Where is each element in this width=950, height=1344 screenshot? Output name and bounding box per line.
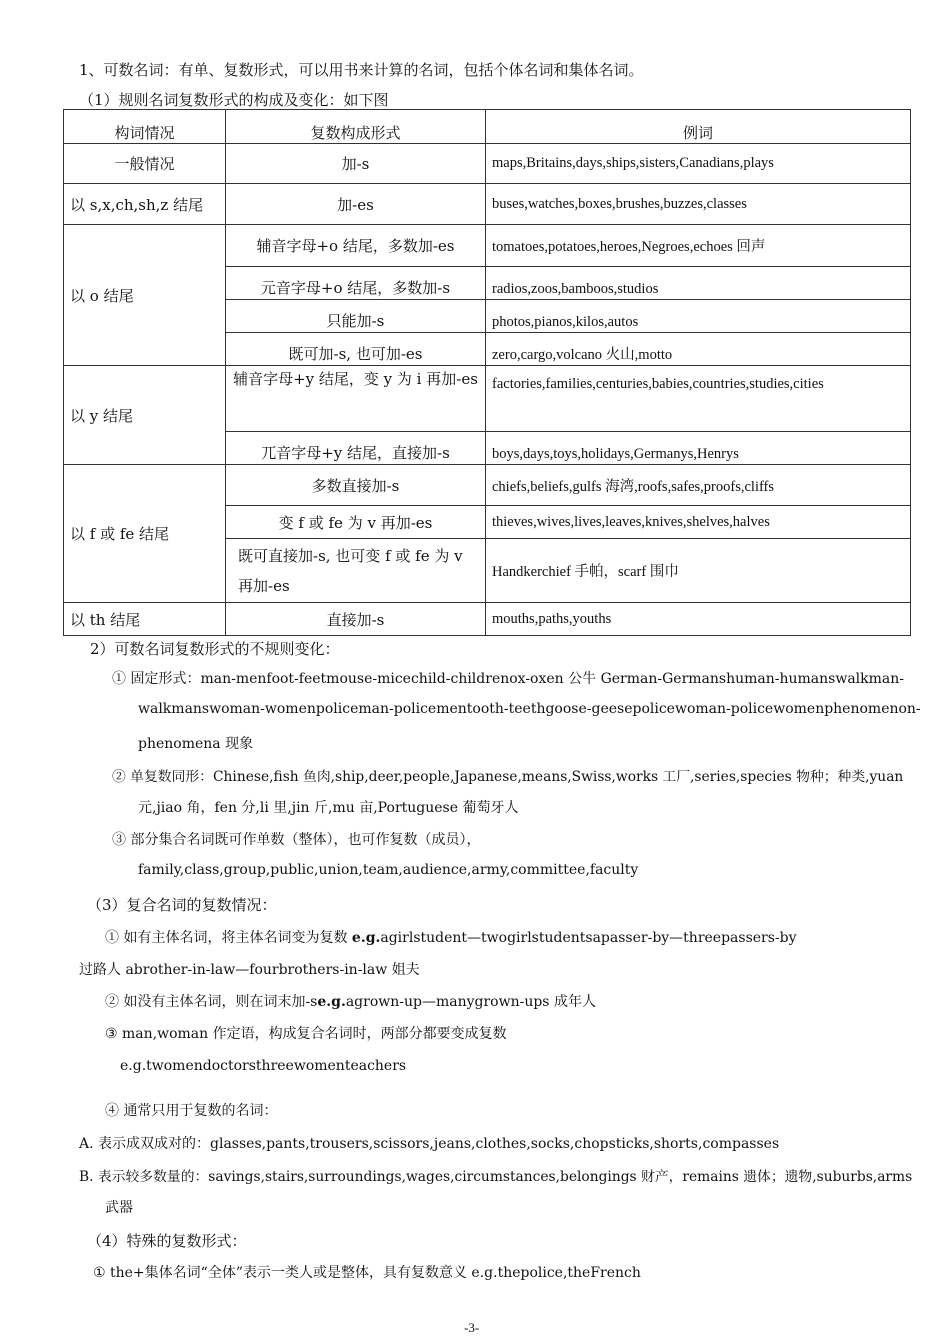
form-cell: 加-es <box>226 184 486 225</box>
paragraph-line: family,class,group,public,union,team,audience,army,committee,faculty <box>138 862 639 878</box>
paragraph-line: ① the+集体名词“全体”表示一类人或是整体，具有复数意义 e.g.thepolice,theFrench <box>93 1265 641 1281</box>
table-row <box>64 225 911 267</box>
text-span: ② 如没有主体名词，则在词末加-s <box>105 994 318 1010</box>
eg-label: e.g. <box>317 994 346 1010</box>
text-span: ① 如有主体名词，将主体名词变为复数 <box>105 930 352 946</box>
form-cell: 辅音字母+y 结尾，变 y 为 i 再加-es <box>226 366 486 432</box>
table-header-row <box>64 110 911 144</box>
paragraph-line: ② 单复数同形：Chinese,fish 鱼肉,ship,deer,people,Japanese,means,Swiss,works 工厂,series,species 物种；种类,yuan <box>112 769 904 785</box>
table-row <box>64 603 911 636</box>
condition-cell: 以 o 结尾 <box>64 225 226 366</box>
section-1-heading: 1、可数名词：有单、复数形式，可以用书来计算的名词，包括个体名词和集体名词。 <box>79 61 644 79</box>
eg-label: e.g. <box>351 930 381 946</box>
condition-cell: 以 th 结尾 <box>64 603 226 636</box>
example-cell: tomatoes,potatoes,heroes,Negroes,echoes 回声 <box>486 225 911 267</box>
condition-cell: 以 y 结尾 <box>64 366 226 465</box>
form-cell: 变 f 或 fe 为 v 再加-es <box>226 506 486 539</box>
section-3-heading: （3）复合名词的复数情况： <box>87 896 277 914</box>
example-cell: chiefs,beliefs,gulfs 海湾,roofs,safes,proofs,cliffs <box>486 465 911 506</box>
paragraph-line: phenomena 现象 <box>138 736 254 752</box>
paragraph-line: ③ man,woman 作定语，构成复合名词时，两部分都要变成复数 <box>105 1026 507 1042</box>
example-cell: factories,families,centuries,babies,countries,studies,cities <box>486 366 911 432</box>
header-cell: 复数构成形式 <box>226 110 486 144</box>
form-cell: 兀音字母+y 结尾，直接加-s <box>226 432 486 465</box>
condition-cell: 一般情况 <box>64 144 226 184</box>
section-2-heading: 2）可数名词复数形式的不规则变化： <box>90 640 340 658</box>
text-span: agrown-up—manygrown-ups 成年人 <box>345 994 596 1010</box>
plural-rules-table <box>63 109 911 636</box>
example-cell: mouths,paths,youths <box>486 603 911 636</box>
page-number: -3- <box>464 1320 480 1335</box>
paragraph-line: B. 表示较多数量的：savings,stairs,surroundings,wages,circumstances,belongings 财产，remains 遗体；遗物,suburbs,arms <box>79 1169 913 1185</box>
paragraph-line: ① 固定形式：man-menfoot-feetmouse-micechild-childrenox-oxen 公牛 German-Germanshuman-humanswalkman- <box>112 671 905 687</box>
paragraph-line: ④ 通常只用于复数的名词： <box>105 1103 278 1119</box>
paragraph-line <box>105 991 596 1011</box>
form-cell: 只能加-s <box>226 300 486 333</box>
form-cell: 既可直接加-s, 也可变 f 或 fe 为 v 再加-es <box>226 539 486 603</box>
example-cell: radios,zoos,bamboos,studios <box>486 267 911 300</box>
paragraph-line: ③ 部分集合名词既可作单数（整体），也可作复数（成员）， <box>112 832 481 848</box>
text-span: agirlstudent—twogirlstudentsapasser-by—threepassers-by <box>380 930 797 946</box>
table-row <box>64 184 911 225</box>
form-cell: 多数直接加-s <box>226 465 486 506</box>
form-cell: 直接加-s <box>226 603 486 636</box>
condition-cell: 以 s,x,ch,sh,z 结尾 <box>64 184 226 225</box>
paragraph-line: A. 表示成双成对的：glasses,pants,trousers,scissors,jeans,clothes,socks,chopsticks,shorts,compasses <box>79 1136 780 1152</box>
example-cell: Handkerchief 手帕，scarf 围巾 <box>486 539 911 603</box>
form-cell: 既可加-s, 也可加-es <box>226 333 486 366</box>
paragraph-line: 武器 <box>105 1200 133 1216</box>
header-cell: 构词情况 <box>64 110 226 144</box>
example-cell: thieves,wives,lives,leaves,knives,shelves,halves <box>486 506 911 539</box>
condition-cell: 以 f 或 fe 结尾 <box>64 465 226 603</box>
paragraph-line: e.g.twomendoctorsthreewomenteachers <box>120 1058 407 1074</box>
example-cell: buses,watches,boxes,brushes,buzzes,classes <box>486 184 911 225</box>
form-cell: 元音字母+o 结尾，多数加-s <box>226 267 486 300</box>
paragraph-line: 元,jiao 角，fen 分,li 里,jin 斤,mu 亩,Portuguese 葡萄牙人 <box>138 800 519 816</box>
paragraph-line: 过路人 abrother-in-law—fourbrothers-in-law 姐夫 <box>79 962 420 978</box>
paragraph-line: walkmanswoman-womenpoliceman-policementooth-teethgoose-geesepolicewoman-policewomenphenomenon- <box>138 701 921 717</box>
section-1-1-heading: （1）规则名词复数形式的构成及变化：如下图 <box>79 91 389 109</box>
table-row <box>64 465 911 506</box>
form-cell: 加-s <box>226 144 486 184</box>
table-row <box>64 366 911 432</box>
header-cell: 例词 <box>486 110 911 144</box>
example-cell: maps,Britains,days,ships,sisters,Canadians,plays <box>486 144 911 184</box>
form-cell: 辅音字母+o 结尾，多数加-es <box>226 225 486 267</box>
paragraph-line <box>105 927 797 947</box>
table-row <box>64 144 911 184</box>
section-4-heading: （4）特殊的复数形式： <box>87 1232 247 1250</box>
example-cell: photos,pianos,kilos,autos <box>486 300 911 333</box>
example-cell: zero,cargo,volcano 火山,motto <box>486 333 911 366</box>
example-cell: boys,days,toys,holidays,Germanys,Henrys <box>486 432 911 465</box>
